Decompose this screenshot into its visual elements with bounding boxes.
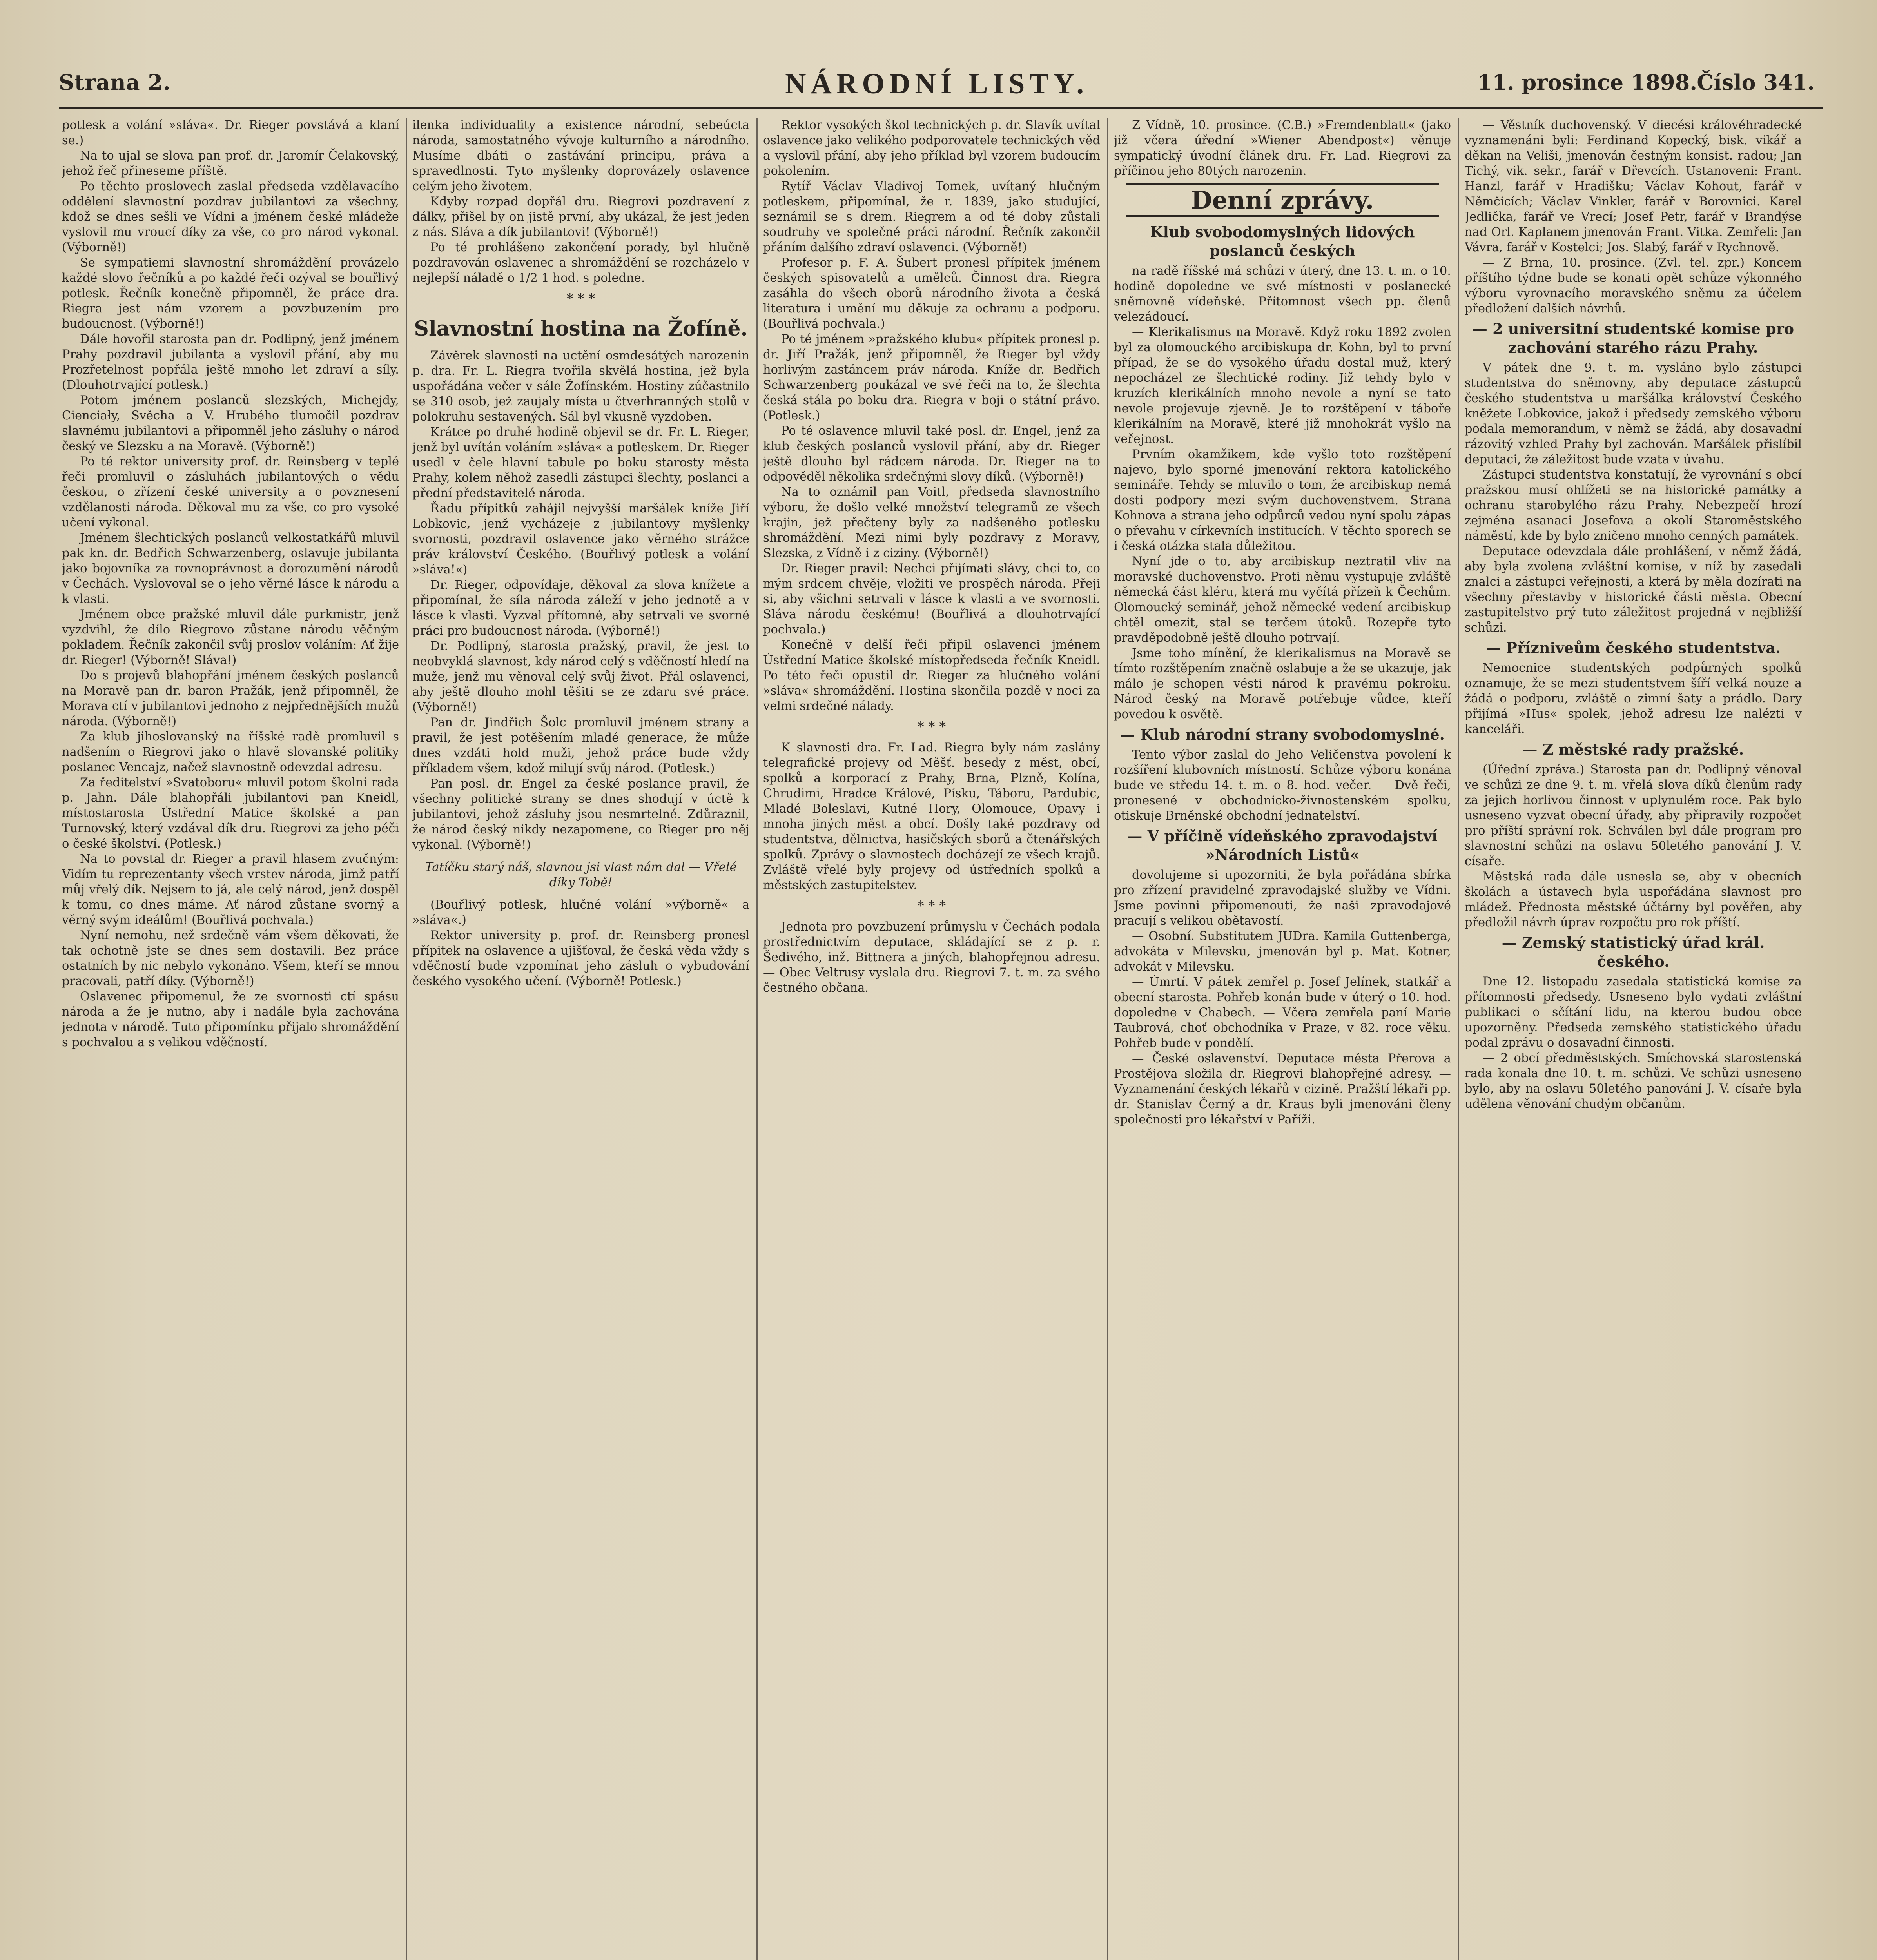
issue-number: Číslo 341. [1697, 70, 1815, 95]
paragraph: — Věstník duchovenský. V diecési královéhradecké vyznamenáni byli: Ferdinand Kopecký, bisk. vikář a děkan na Veliši, jmenován čestným konsist. radou; Jan Tichý, vik. sekr., farář v Dřevcích. Ustanoveni: Frant. Hanzl, farář v Hradišku; Václav Kohout, farář v Němčicích; Václav Vinkler, farář v Borovnici. Karel Jedlička, farář ve Vrecí; Josef Petr, farář v Brandýse nad Orl. Kaplanem jmenován Frant. Vitka. Zemřeli: Jan Vávra, farář v Kostelci; Jos. Slabý, farář v Rychnově. [1465, 118, 1802, 254]
article-subheading: — V příčině vídeňského zpravodajství »Národních Listů« [1127, 827, 1438, 864]
paragraph: — 2 obcí předměstských. Smíchovská starostenská rada konala dne 10. t. m. schůzi. Ve schůzi usneseno bylo, aby na oslavu 50letého panování J. V. císaře byla udělena věnování chudým občanům. [1465, 1051, 1802, 1111]
column-4 [1114, 118, 1451, 1960]
paragraph: Jsme toho mínění, že klerikalismus na Moravě se tímto rozštěpením značně oslabuje a že se ukazuje, jak málo je schopen vésti národ k pravému pokroku. Národ český na Moravě potřebuje vůdce, kteří povedou k osvětě. [1114, 646, 1451, 721]
paragraph: Deputace odevzdala dále prohlášení, v němž žádá, aby byla zvolena zvláštní komise, v níž by zasedali znalci a zástupci veřejnosti, a která by měla dozírati na všechny přestavby v historické části města. Obecní zastupitelstvo prý tuto záležitost projedná v nejbližší schůzi. [1465, 544, 1802, 635]
paragraph: Nemocnice studentských podpůrných spolků oznamuje, že se mezi studentstvem šíří velká nouze a žádá o podporu, zvláště o zimní šaty a prádlo. Dary přijímá »Hus« spolek, jehož adresu lze nalézti v kanceláři. [1465, 661, 1802, 736]
paragraph: Na to oznámil pan Voitl, předseda slavnostního výboru, že došlo velké množství telegramů ze všech krajin, jež přečteny byly za nadšeného potlesku shromáždění. Mezi nimi byly pozdravy z Moravy, Slezska, z Vídně i z ciziny. (Výborně!) [763, 485, 1100, 560]
paragraph: — Úmrtí. V pátek zemřel p. Josef Jelínek, statkář a obecní starosta. Pohřeb konán bude v úterý o 10. hod. dopoledne v Chabech. — Včera zemřela paní Marie Taubrová, choť obchodníka v Praze, v 82. roce věku. Pohřeb bude v pondělí. [1114, 975, 1451, 1050]
article-subheading: — Zemský statistický úřad král. českého. [1502, 934, 1765, 970]
paragraph: Zástupci studentstva konstatují, že vyrovnání s obcí pražskou musí ohlížeti se na historické památky a ochranu starobylého rázu Prahy. Nebezpečí hrozí zejména asanaci Josefova a okolí Staroměstského náměstí, kde by bylo zničeno mnoho cenných památek. [1465, 468, 1802, 543]
paragraph: Tento výbor zaslal do Jeho Veličenstva povolení k rozšíření klubovních místností. Schůze výboru konána bude ve středu 14. t. m. o 8. hod. večer. — Dvě řeči, pronesené v obchodnicko-živnostenském spolku, otiskuje Brněnské obchodní jednatelství. [1114, 748, 1451, 823]
paragraph: Rektor vysokých škol technických p. dr. Slavík uvítal oslavence jako velikého podporovatele technických věd a vyslovil přání, aby jeho příklad byl vzorem budoucím pokolením. [763, 118, 1100, 178]
section-separator: * * * [566, 291, 595, 307]
paragraph: — Z Brna, 10. prosince. (Zvl. tel. zpr.) Koncem příštího týdne bude se konati opět schůze výkonného výboru vyrovnacího moravského sněmu za účelem předložení dalších návrhů. [1465, 256, 1802, 316]
paragraph: Jménem obce pražské mluvil dále purkmistr, jenž vyzdvihl, že dílo Riegrovo zůstane národu věčným pokladem. Řečník zakončil svůj proslov voláním: Ať žije dr. Rieger! (Výborně! Sláva!) [62, 608, 399, 667]
paragraph: — České oslavenství. Deputace města Přerova a Prostějova složila dr. Riegrovi blahopřejné adresy. — Vyznamenání českých lékařů v cizině. Pražští lékaři pp. dr. Stanislav Černý a dr. Kraus byli jmenováni členy společnosti pro lékařství v Paříži. [1114, 1052, 1451, 1127]
paragraph: Řadu přípitků zahájil nejvyšší maršálek kníže Jiří Lobkovic, jenž vycházeje z jubilantovy myšlenky svornosti, pozdravil oslavence jako věrného strážce práv království Českého. (Bouřlivý potlesk a volání »sláva!«) [412, 502, 749, 577]
paragraph: Dr. Podlipný, starosta pražský, pravil, že jest to neobvyklá slavnost, kdy národ celý s vděčností hledí na muže, jenž mu věnoval celý svůj život. Přál oslavenci, aby ještě dlouho mohl těšiti se ze zdaru své práce. (Výborně!) [412, 639, 749, 714]
column-divider [406, 118, 407, 1960]
paragraph: Městská rada dále usnesla se, aby v obecních školách a ústavech byla uspořádána slavnost pro mládež. Přednosta městské účtárny byl pověřen, aby předložil návrh úprav rozpočtu pro rok příští. [1465, 870, 1802, 929]
paragraph: Rytíř Václav Vladivoj Tomek, uvítaný hlučným potleskem, připomínal, že r. 1839, jako studující, seznámil se s drem. Riegrem a od té doby zůstali soudruhy ve společné práci národní. Řečník zakončil přáním dalšího zdraví oslavenci. (Výborně!) [763, 180, 1100, 254]
paragraph: Na to povstal dr. Rieger a pravil hlasem zvučným: Vidím tu reprezentanty všech vrstev národa, jimž patří můj vřelý dík. Nejsem to já, ale celý národ, jenž dospěl k tomu, co dnes máme. Ať národ zůstane svorný a věrný svým ideálům! (Bouřlivá pochvala.) [62, 852, 399, 927]
paragraph: Do s projevů blahopřání jménem českých poslanců na Moravě pan dr. baron Pražák, jenž připomněl, že Morava ctí v jubilantovi jednoho z nejpřednějších mužů národa. (Výborně!) [62, 669, 399, 728]
paragraph: Na to ujal se slova pan prof. dr. Jaromír Čelakovský, jehož řeč přineseme příště. [62, 149, 399, 178]
paragraph: Dr. Rieger pravil: Nechci přijímati slávy, chci to, co mým srdcem chvěje, vložiti ve prospěch národa. Přeji si, aby všichni setrvali v lásce k vlasti a ve svornosti. Sláva národu českému! (Bouřlivá a dlouhotrvající pochvala.) [763, 562, 1100, 637]
article-headline: Slavnostní hostina na Žofíně. [414, 317, 748, 341]
paragraph: na radě říšské má schůzi v úterý, dne 13. t. m. o 10. hodině dopoledne ve své místnosti v poslanecké sněmovně vídeňské. Přítomnost všech pp. členů velezádoucí. [1114, 264, 1451, 324]
column-5 [1465, 118, 1802, 1960]
paragraph: potlesk a volání »sláva«. Dr. Rieger povstává a klaní se.) [62, 118, 399, 147]
section-heading: Denní zprávy. [1126, 183, 1439, 217]
paragraph: Jednota pro povzbuzení průmyslu v Čechách podala prostřednictvím deputace, skládající se z p. r. Šedivého, inž. Bittnera a jiných, blahopřejnou adresu. — Obec Veltrusy vyslala dru. Riegrovi 7. t. m. za svého čestného občana. [763, 920, 1100, 995]
paragraph: — Klerikalismus na Moravě. Když roku 1892 zvolen byl za olomouckého arcibiskupa dr. Kohn, byl to první případ, že se do vysokého úřadu dostal muž, který nepocházel ze šlechtické rodiny. Již tehdy bylo v kruzích klerikálních mnoho nevole a nyní se tato nevole projevuje zjevně. Je to rozštěpení v táboře klerikálním na Moravě, které již mnohokrát vyšlo na veřejnost. [1114, 325, 1451, 446]
column-divider [756, 118, 758, 1960]
article-subheading: — Přízniveům českého studentstva. [1485, 639, 1781, 657]
column-divider [1458, 118, 1459, 1960]
section-separator: * * * [917, 719, 946, 735]
paragraph: Konečně v delší řeči připil oslavenci jménem Ústřední Matice školské místopředseda řečník Kneidl. Po této řeči opustil dr. Rieger za hlučného volání »sláva« shromáždění. Hostina skončila pozdě v noci za velmi srdečné nálady. [763, 638, 1100, 713]
verse-quote: Tatíčku starý náš, slavnou jsi vlast nám dal — Vřelé díky Tobě! [425, 860, 737, 889]
article-subheading: Klub svobodomyslných lidových poslanců českých [1150, 223, 1415, 260]
article-subheading: — 2 universitní studentské komise pro zachování starého rázu Prahy. [1472, 320, 1794, 356]
paragraph: Kdyby rozpad dopřál dru. Riegrovi pozdravení z dálky, přišel by on jistě první, aby ukázal, že jest jeden z nás. Sláva a dík jubilantovi! (Výborně!) [412, 195, 749, 239]
issue-date: 11. prosince 1898. [1477, 70, 1697, 95]
paragraph: Nyní nemohu, než srdečně vám všem děkovati, že tak ochotně jste se dnes sem dostavili. Bez práce ostatních by nic nebylo vykonáno. Všem, kteří se mnou pracovali, patří díky. (Výborně!) [62, 929, 399, 988]
paragraph: Dne 12. listopadu zasedala statistická komise za přítomnosti předsedy. Usneseno bylo vydati zvláštní publikaci o sčítání lidu, na kterou budou obce upozorněny. Předseda zemského statistického úřadu podal zprávu o dosavadní činnosti. [1465, 975, 1802, 1050]
column-1 [62, 118, 399, 1960]
paragraph: Pan posl. dr. Engel za české poslance pravil, že všechny politické strany se dnes shodují v úctě k jubilantovi, jehož zásluhy jsou nesmrtelné. Zdůraznil, že národ český nikdy nezapomene, co Rieger pro něj vykonal. (Výborně!) [412, 777, 749, 852]
paragraph: Po těchto proslovech zaslal předseda vzdělavacího oddělení slavnostní pozdrav jubilantovi za všechny, kdož se dnes sešli ve Vídni a jménem české mládeže vyslovil mu vroucí díky za vše, co pro národ vykonal. (Výborně!) [62, 180, 399, 254]
paragraph: Po té rektor university prof. dr. Reinsberg v teplé řeči promluvil o zásluhách jubilantových o vědu českou, o zřízení české university a o povznesení vzdělanosti národa. Děkoval mu za vše, co pro vysoké učení vykonal. [62, 455, 399, 530]
paragraph: Prvním okamžikem, kde vyšlo toto rozštěpení najevo, bylo sporné jmenování rektora katolického semináře. Tehdy se mluvilo o tom, že arcibiskup nemá dosti podpory mezi svým duchovenstvem. Strana Kohnova a strana jeho odpůrců vedou nyní spolu zápas o převahu v církevních institucích. V těchto sporech se i česká otázka stala důležitou. [1114, 448, 1451, 553]
paragraph: Potom jménem poslanců slezských, Michejdy, Cienciały, Svěcha a V. Hrubého tlumočil pozdrav slavnému jubilantovi a připomněl jeho zásluhy o národ český ve Slezsku a na Moravě. (Výborně!) [62, 394, 399, 453]
paragraph: ilenka individuality a existence národní, sebeúcta národa, samostatného vývoje kulturního a národního. Musíme dbáti o zastávání principu, práva a spravedlnosti. Tyto myšlenky doprovázely oslavence celým jeho životem. [412, 118, 749, 193]
paragraph: Dr. Rieger, odpovídaje, děkoval za slova knížete a připomínal, že síla národa záleží v jeho jednotě a v lásce k vlasti. Vyzval přítomné, aby setrvali ve svorné práci pro budoucnost národa. (Výborně!) [412, 578, 749, 638]
newspaper-title: NÁRODNÍ LISTY. [785, 68, 1088, 100]
section-separator: * * * [917, 898, 946, 914]
paragraph: Oslavenec připomenul, že ze svornosti ctí spásu národa a že je nutno, aby i nadále byla zachována jednota v národě. Tuto připomínku přijalo shromáždění s pochvalou a s velikou vděčností. [62, 990, 399, 1049]
paragraph: Rektor university p. prof. dr. Reinsberg pronesl přípitek na oslavence a ujišťoval, že česká věda vždy s vděčností bude vzpomínat jeho zásluh o vybudování českého vysokého učení. (Výborně! Potlesk.) [412, 929, 749, 988]
paragraph: dovolujeme si upozorniti, že byla pořádána sbírka pro zřízení pravidelné zpravodajské služby ve Vídni. Jsme povinni připomenouti, že naši zpravodajové pracují s velikou obětavostí. [1114, 868, 1451, 928]
paragraph: Jménem šlechtických poslanců velkostatkářů mluvil pak kn. dr. Bedřich Schwarzenberg, oslavuje jubilanta jako bojovníka za rovnoprávnost a dorozumění národů v Čechách. Vyslovoval se o jeho věrné lásce k národu a k vlasti. [62, 531, 399, 606]
paragraph: Z Vídně, 10. prosince. (C.B.) »Fremdenblatt« (jako již včera úřední »Wiener Abendpost«) věnuje sympatický úvodní článek dru. Fr. Lad. Riegrovi za příčinou jeho 80tých narozenin. [1114, 118, 1451, 178]
column-3 [763, 118, 1100, 1960]
paragraph: Závěrek slavnosti na uctění osmdesátých narozenin p. dra. Fr. L. Riegra tvořila skvělá hostina, jež byla uspořádána večer v sále Žofínském. Hostiny zúčastnilo se 310 osob, jež zaujaly místa u čtverhranných stolů v polokruhu sestavených. Sál byl vkusně vyzdoben. [412, 349, 749, 424]
article-subheading: — Klub národní strany svobodomyslné. [1120, 726, 1445, 743]
page-number: Strana 2. [59, 70, 171, 95]
paragraph: — Osobní. Substitutem JUDra. Kamila Guttenberga, advokáta v Milevsku, jmenován byl p. Mat. Kotner, advokát v Milevsku. [1114, 929, 1451, 974]
paragraph: Profesor p. F. A. Šubert pronesl přípitek jménem českých spisovatelů a umělců. Činnost dra. Riegra zasáhla do všech oborů národního života a česká literatura i umění mu děkuje za ochranu a podporu. (Bouřlivá pochvala.) [763, 256, 1100, 331]
masthead [59, 70, 1815, 104]
paragraph: Za klub jihoslovanský na říšské radě promluvil s nadšením o Riegrovi jako o hlavě slovanské politiky poslanec Vencajz, načež slavnostně odevzdal adresu. [62, 730, 399, 774]
paragraph: Nyní jde o to, aby arcibiskup neztratil vliv na moravské duchovenstvo. Proti němu vystupuje zvláště německá část kléru, která mu vyčítá přízeň k Čechům. Olomoucký seminář, jehož německé vedení arcibiskup chtěl omezit, stal se terčem útoků. Rozepře tyto pravděpodobně ještě dlouho potrvají. [1114, 555, 1451, 645]
paragraph: Se sympatiemi slavnostní shromáždění provázelo každé slovo řečníků a po každé řeči ozýval se bouřlivý potlesk. Řečník konečně připomněl, že práce dra. Riegra jest nám vzorem a povzbuzením pro budoucnost. (Výborně!) [62, 256, 399, 331]
paragraph: K slavnosti dra. Fr. Lad. Riegra byly nám zaslány telegrafické projevy od Měšť. besedy z měst, obcí, spolků a korporací z Prahy, Brna, Plzně, Kolína, Chrudimi, Hradce Králové, Písku, Táboru, Pardubic, Mladé Boleslavi, Kutné Hory, Olomouce, Opavy i mnoha jiných měst a obcí. Došly také pozdravy od studentstva, dělnictva, hasičských sborů a čtenářských spolků. Zprávy o slavnostech docházejí ze všech krajů. Zvláště vřelé byly projevy od ústředních spolků a městských zastupitelstev. [763, 741, 1100, 892]
article-subheading: — Z městské rady pražské. [1522, 740, 1744, 758]
paragraph: Krátce po druhé hodině objevil se dr. Fr. L. Rieger, jenž byl uvítán voláním »sláva« a potleskem. Dr. Rieger usedl v čele hlavní tabule po boku starosty města Prahy, kolem něhož zasedli zástupci šlechty, poslanci a přední představitelé národa. [412, 425, 749, 500]
masthead-rule [59, 107, 1823, 109]
column-2 [412, 118, 749, 1960]
paragraph: Za ředitelství »Svatoboru« mluvil potom školní rada p. Jahn. Dále blahopřáli jubilantovi pan Kneidl, místostarosta Ústřední Matice školské a pan Turnovský, který vzdával dík dru. Riegrovi za jeho péči o české školství. (Potlesk.) [62, 776, 399, 851]
column-divider [1107, 118, 1108, 1960]
paragraph: (Bouřlivý potlesk, hlučné volání »výborně« a »sláva«.) [412, 898, 749, 927]
paragraph: Dále hovořil starosta pan dr. Podlipný, jenž jménem Prahy pozdravil jubilanta a vyslovil přání, aby mu Prozřetelnost popřála ještě mnoho let zdraví a síly. (Dlouhotrvající potlesk.) [62, 332, 399, 392]
paragraph: Po té prohlášeno zakončení porady, byl hlučně pozdravován oslavenec a shromáždění se rozcházelo v nejlepší náladě o 1/2 1 hod. s poledne. [412, 241, 749, 285]
paragraph: (Úřední zpráva.) Starosta pan dr. Podlipný věnoval ve schůzi ze dne 9. t. m. vřelá slova díků členům rady za jejich horlivou činnost v uplynulém roce. Pak bylo usneseno vyzvat obecní úřady, aby připravily rozpočet pro příští správní rok. Schválen byl dále program pro slavnostní schůzi na oslavu 50letého panování J. V. císaře. [1465, 763, 1802, 868]
paragraph: Po té jménem »pražského klubu« přípitek pronesl p. dr. Jiří Pražák, jenž připomněl, že Rieger byl vždy horlivým zastáncem práv národa. Kníže dr. Bedřich Schwarzenberg poukázal ve své řeči na to, že šlechta česká stála po boku dra. Riegra v boji o státní právo. (Potlesk.) [763, 332, 1100, 423]
paragraph: Po té oslavence mluvil také posl. dr. Engel, jenž za klub českých poslanců vyslovil přání, aby dr. Rieger ještě dlouho byl rádcem národa. Dr. Rieger na to odpověděl několika srdečnými slovy díků. (Výborně!) [763, 424, 1100, 484]
paragraph: Pan dr. Jindřich Šolc promluvil jménem strany a pravil, že jest potěšením mladé generace, že může dnes vzdáti hold muži, jehož práce bude vždy příkladem všem, kdož milují svůj národ. (Potlesk.) [412, 716, 749, 775]
paragraph: V pátek dne 9. t. m. vysláno bylo zástupci studentstva do sněmovny, aby deputace zástupců českého studentstva u maršálka království Českého kněžete Lobkovice, jakož i předsedy zemského výboru podala memorandum, v němž se žádá, aby dosavadní rázovitý vzhled Prahy byl zachován. Maršálek přislíbil deputaci, že záležitost bude vzata v úvahu. [1465, 361, 1802, 466]
